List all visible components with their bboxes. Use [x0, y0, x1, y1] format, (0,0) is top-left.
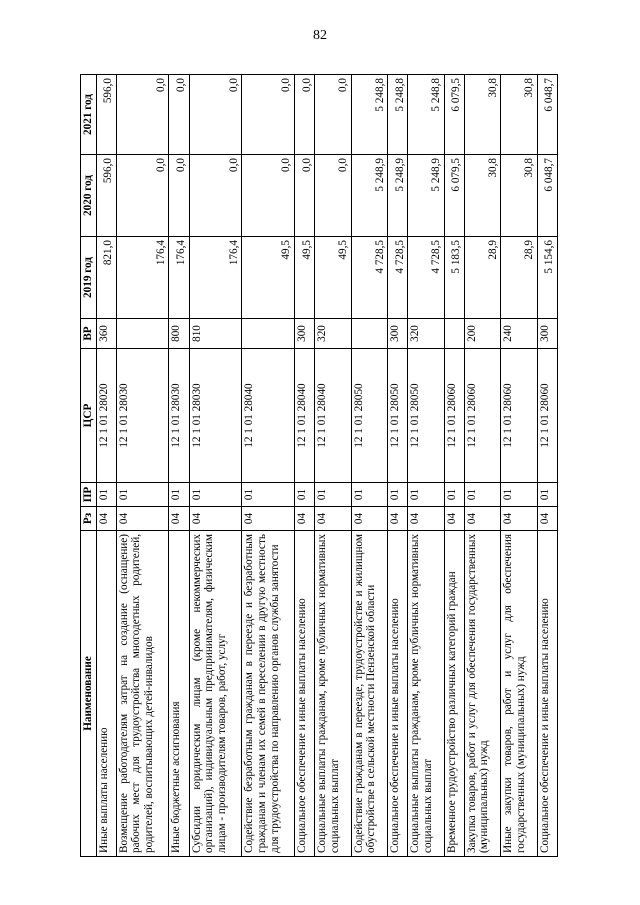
cell-pr: 01: [444, 483, 464, 507]
cell-name: Иные бюджетные ассигнования: [169, 531, 189, 857]
cell-rz: 04: [408, 507, 444, 531]
cell-2020: 0,0: [169, 155, 189, 237]
cell-2019: 49,5: [315, 237, 351, 319]
header-pr: ПР: [81, 483, 97, 507]
table-row: [242, 75, 295, 857]
cell-2020: 0,0: [295, 155, 315, 237]
cell-2019: 176,4: [116, 237, 169, 319]
table-row: [388, 75, 408, 857]
cell-2020: 0,0: [242, 155, 295, 237]
cell-vr: 320: [408, 319, 444, 349]
cell-2020: 596,0: [96, 155, 116, 237]
header-rz: Рз: [81, 507, 97, 531]
cell-2021: 0,0: [169, 75, 189, 155]
cell-vr: [444, 319, 464, 349]
cell-2021: 0,0: [315, 75, 351, 155]
cell-2020: 5 248,9: [351, 155, 387, 237]
cell-pr: 01: [315, 483, 351, 507]
cell-2019: 4 728,5: [408, 237, 444, 319]
cell-pr: 01: [388, 483, 408, 507]
cell-2021: 0,0: [295, 75, 315, 155]
cell-2020: 0,0: [116, 155, 169, 237]
cell-vr: 800: [169, 319, 189, 349]
cell-pr: 01: [351, 483, 387, 507]
cell-name: Социальное обеспечение и иные выплаты населению: [537, 531, 557, 857]
cell-pr: 01: [189, 483, 242, 507]
cell-vr: [351, 319, 387, 349]
table-row: [351, 75, 387, 857]
cell-pr: 01: [501, 483, 537, 507]
cell-2021: 5 248,8: [388, 75, 408, 155]
cell-name: Иные закупки товаров, работ и услуг для обеспечения государственных (муниципальных) нужд: [501, 531, 537, 857]
cell-2020: 30,8: [464, 155, 500, 237]
table-row: [295, 75, 315, 857]
table-row: [189, 75, 242, 857]
cell-name: Закупка товаров, работ и услуг для обеспечения государственных (муниципальных) нужд: [464, 531, 500, 857]
cell-vr: 300: [537, 319, 557, 349]
cell-2019: 176,4: [169, 237, 189, 319]
cell-name: Содействие гражданам в переезде, трудоустройстве и жилищном обустройстве в сельской местности Пензенской области: [351, 531, 387, 857]
cell-vr: [116, 319, 169, 349]
cell-rz: 04: [388, 507, 408, 531]
table-row: [116, 75, 169, 857]
cell-rz: 04: [464, 507, 500, 531]
cell-2021: 0,0: [116, 75, 169, 155]
cell-rz: 04: [189, 507, 242, 531]
page-number: 82: [313, 28, 327, 43]
cell-2019: 176,4: [189, 237, 242, 319]
table-row: [537, 75, 557, 857]
cell-name: Социальные выплаты гражданам, кроме публичных нормативных социальных выплат: [408, 531, 444, 857]
cell-2021: 0,0: [242, 75, 295, 155]
header-vr: ВР: [81, 319, 97, 349]
header-row: [81, 75, 97, 857]
cell-name: Временное трудоустройство различных категорий граждан: [444, 531, 464, 857]
cell-csr: 12 1 01 28040: [295, 349, 315, 483]
cell-csr: 12 1 01 28030: [116, 349, 169, 483]
cell-2021: 6 048,7: [537, 75, 557, 155]
cell-pr: 01: [408, 483, 444, 507]
cell-name: Возмещение работодателям затрат на создание (оснащение) рабочих мест для трудоустройства многодетных родителей, родителей, воспитывающих детей-инвалидов: [116, 531, 169, 857]
rotated-table-container: [80, 75, 558, 857]
cell-2019: 49,5: [295, 237, 315, 319]
cell-2019: 5 183,5: [444, 237, 464, 319]
cell-vr: 300: [295, 319, 315, 349]
cell-name: Социальное обеспечение и иные выплаты населению: [388, 531, 408, 857]
cell-name: Субсидии юридическим лицам (кроме некоммерческих организаций), индивидуальным предпринимателям, физическим лицам - производителям товаров, работ, услуг: [189, 531, 242, 857]
cell-2020: 0,0: [189, 155, 242, 237]
cell-2020: 5 248,9: [388, 155, 408, 237]
cell-csr: 12 1 01 28050: [388, 349, 408, 483]
table-row: [464, 75, 500, 857]
cell-rz: 04: [96, 507, 116, 531]
cell-2020: 30,8: [501, 155, 537, 237]
cell-2019: 28,9: [464, 237, 500, 319]
table-row: [444, 75, 464, 857]
table-body: [96, 75, 557, 857]
cell-2021: 596,0: [96, 75, 116, 155]
budget-table: [80, 74, 558, 857]
cell-name: Социальное обеспечение и иные выплаты населению: [295, 531, 315, 857]
header-name: Наименование: [81, 531, 97, 857]
cell-rz: 04: [444, 507, 464, 531]
cell-2021: 30,8: [464, 75, 500, 155]
cell-2021: 6 079,5: [444, 75, 464, 155]
cell-2019: 4 728,5: [351, 237, 387, 319]
cell-2020: 5 248,9: [408, 155, 444, 237]
cell-csr: 12 1 01 28060: [464, 349, 500, 483]
cell-vr: 360: [96, 319, 116, 349]
cell-rz: 04: [501, 507, 537, 531]
cell-2019: 821,0: [96, 237, 116, 319]
table-row: [169, 75, 189, 857]
cell-csr: 12 1 01 28030: [169, 349, 189, 483]
cell-csr: 12 1 01 28060: [501, 349, 537, 483]
header-2020: 2020 год: [81, 155, 97, 237]
cell-rz: 04: [242, 507, 295, 531]
cell-2020: 0,0: [315, 155, 351, 237]
cell-rz: 04: [116, 507, 169, 531]
cell-pr: 01: [537, 483, 557, 507]
table-row: [408, 75, 444, 857]
cell-2019: 49,5: [242, 237, 295, 319]
table-row: [96, 75, 116, 857]
cell-2019: 4 728,5: [388, 237, 408, 319]
cell-vr: 240: [501, 319, 537, 349]
cell-csr: 12 1 01 28020: [96, 349, 116, 483]
cell-name: Социальные выплаты гражданам, кроме публичных нормативных социальных выплат: [315, 531, 351, 857]
cell-vr: 320: [315, 319, 351, 349]
cell-2020: 6 079,5: [444, 155, 464, 237]
cell-pr: 01: [242, 483, 295, 507]
cell-csr: 12 1 01 28060: [444, 349, 464, 483]
cell-2020: 6 048,7: [537, 155, 557, 237]
header-2021: 2021 год: [81, 75, 97, 155]
header-csr: ЦСР: [81, 349, 97, 483]
cell-pr: 01: [96, 483, 116, 507]
cell-csr: 12 1 01 28050: [351, 349, 387, 483]
cell-csr: 12 1 01 28050: [408, 349, 444, 483]
cell-vr: [242, 319, 295, 349]
cell-csr: 12 1 01 28030: [189, 349, 242, 483]
table-row: [315, 75, 351, 857]
cell-vr: 200: [464, 319, 500, 349]
cell-rz: 04: [295, 507, 315, 531]
cell-pr: 01: [464, 483, 500, 507]
cell-rz: 04: [169, 507, 189, 531]
cell-2021: 5 248,8: [351, 75, 387, 155]
cell-rz: 04: [351, 507, 387, 531]
cell-2021: 30,8: [501, 75, 537, 155]
cell-2019: 5 154,6: [537, 237, 557, 319]
cell-vr: 810: [189, 319, 242, 349]
cell-vr: 300: [388, 319, 408, 349]
cell-pr: 01: [169, 483, 189, 507]
cell-pr: 01: [295, 483, 315, 507]
cell-rz: 04: [315, 507, 351, 531]
cell-2019: 28,9: [501, 237, 537, 319]
cell-csr: 12 1 01 28040: [315, 349, 351, 483]
cell-csr: 12 1 01 28060: [537, 349, 557, 483]
cell-name: Иные выплаты населению: [96, 531, 116, 857]
table-row: [501, 75, 537, 857]
cell-2021: 5 248,8: [408, 75, 444, 155]
cell-2021: 0,0: [189, 75, 242, 155]
header-2019: 2019 год: [81, 237, 97, 319]
cell-name: Содействие безработным гражданам в переезде и безработным гражданам и членам их семей в переселении в другую местность для трудоустройства по направлению органов службы занятости: [242, 531, 295, 857]
cell-pr: 01: [116, 483, 169, 507]
cell-csr: 12 1 01 28040: [242, 349, 295, 483]
cell-rz: 04: [537, 507, 557, 531]
